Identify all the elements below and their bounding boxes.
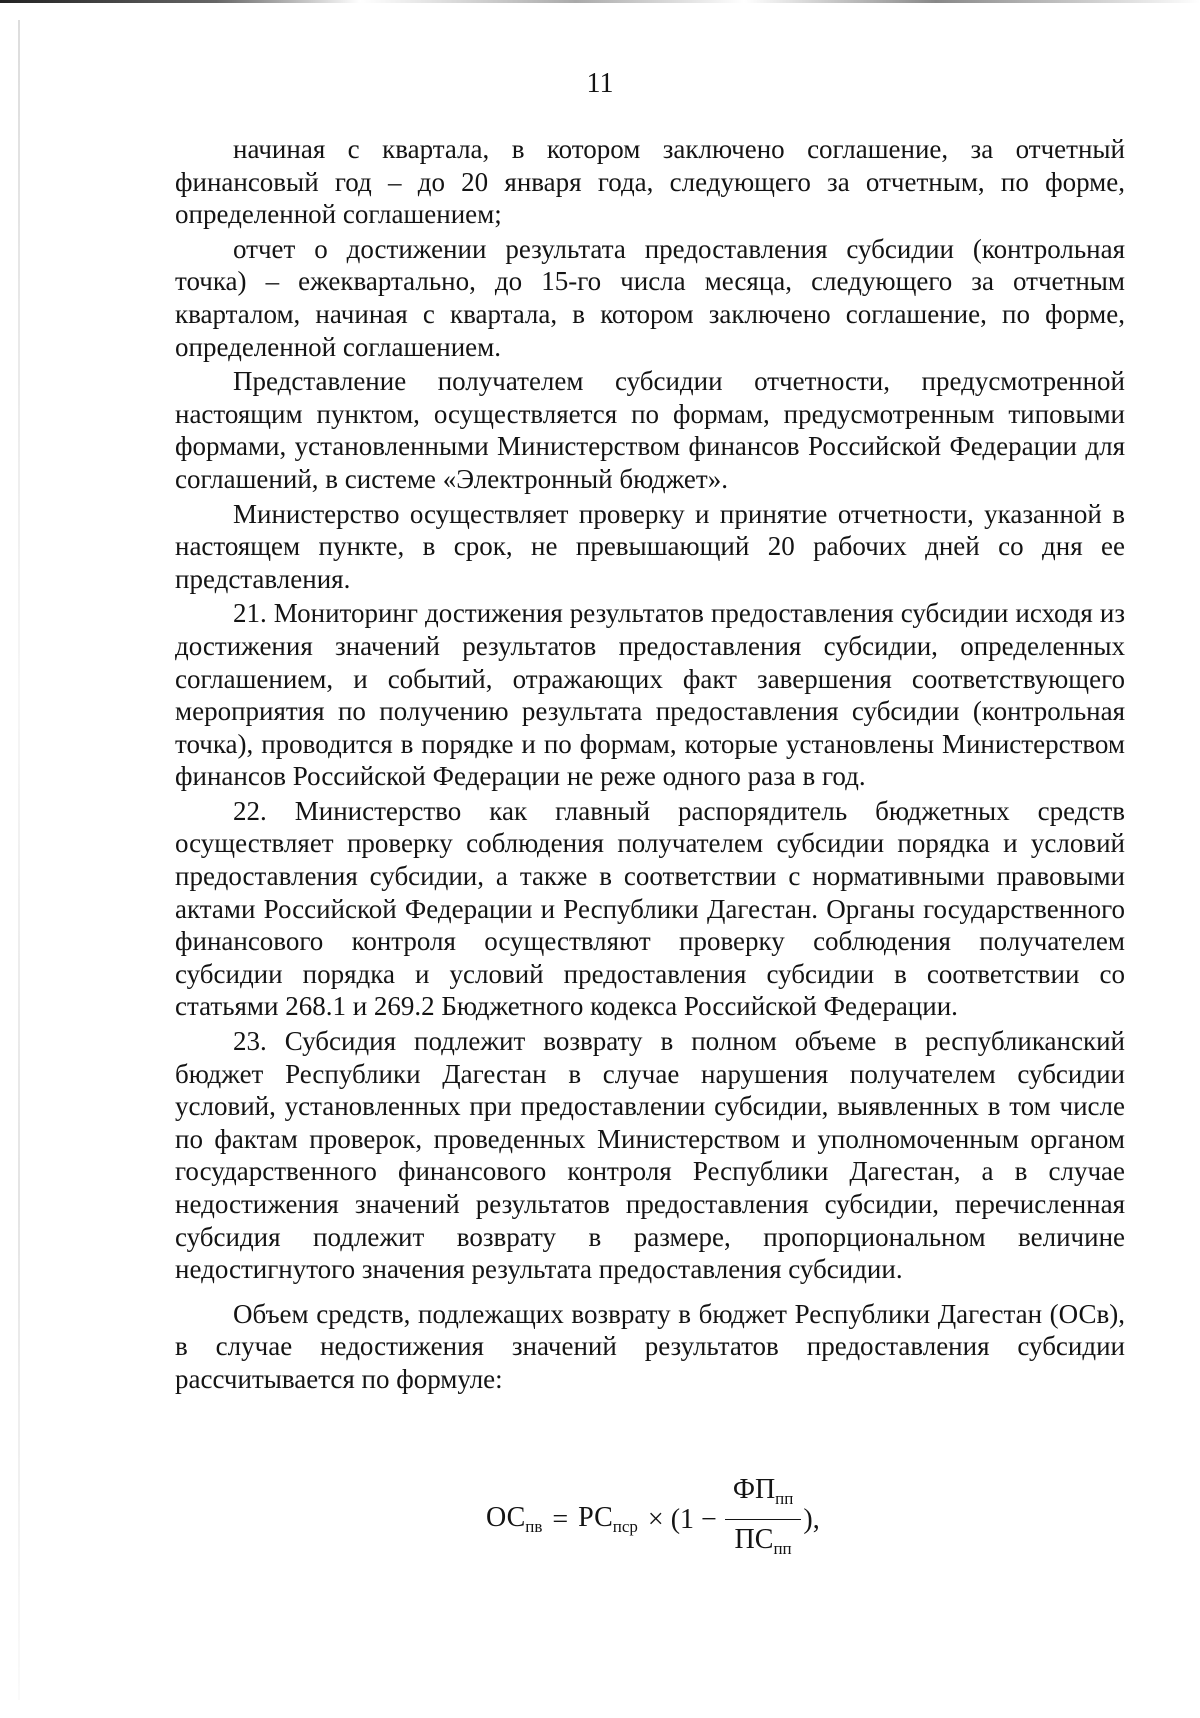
formula-lhs: $ОС_{пв}$ [486,1502,543,1536]
paragraph-report-review: Министерство осуществляет проверку и принятие отчетности, указанной в настоящем пункте, в срок, не превышающий 20 рабочих дней со дня ее представления. [175,498,1125,594]
paragraph-21-monitoring: 21. Мониторинг достижения результатов предоставления субсидии исходя из достижения значений результатов предоставления субсидии, определенных соглашением, и событий, отражающих факт завершения соответствующего мероприятия по получению результата предоставления субсидии (контрольная точка), проводится в порядке и по формам, которые установлены Министерством финансов Российской Федерации не реже одного раза в год. [175,598,1125,792]
document-body [175,133,1125,1396]
paragraph-report-forms: Представление получателем субсидии отчетности, предусмотренной настоящим пунктом, осуществляется по формам, предусмотренным типовыми формами, установленными Министерством финансов Российской Федерации для соглашений, в системе «Электронный бюджет». [175,366,1125,494]
paragraph-reporting-deadline: начиная с квартала, в котором заключено соглашение, за отчетный финансовый год – до 20 января года, следующего за отчетным, по форме, определенной соглашением; [175,134,1125,230]
scan-edge-top [0,0,1200,3]
formula-denominator: $ПС_{пп}$ [734,1524,792,1558]
paragraph-refund-volume: Объем средств, подлежащих возврату в бюджет Республики Дагестан (ОСв), в случае недостижения значений результатов предоставления субсидии рассчитывается по формуле: [175,1298,1125,1394]
formula-close: ), [803,1503,820,1535]
paragraph-control-point-report: отчет о достижении результата предоставления субсидии (контрольная точка) – ежеквартально, до 15-го числа месяца, следующего за отчетным кварталом, начиная с квартала, в котором заключено соглашение, по форме, определенной соглашением. [175,233,1125,362]
refund-formula [486,1473,820,1566]
formula-times-open: × (1 − [647,1503,717,1535]
paragraph-23-refund: 23. Субсидия подлежит возврату в полном объеме в республиканский бюджет Республики Дагестан в случае нарушения получателем субсидии условий, установленных при предоставлении субсидии, выявленных в том числе по фактам проверок, проведенных Министерством и уполномоченным органом государственного финансового контроля Республики Дагестан, а в случае недостижения значений результатов предоставления субсидии, перечисленная субсидия подлежит возврату в размере, пропорциональном величине недостигнутого значения результата предоставления субсидии. [175,1026,1125,1285]
formula-rc: $РС_{пср}$ [578,1502,638,1536]
scan-edge-left [18,20,20,1700]
paragraph-22-control: 22. Министерство как главный распорядитель бюджетных средств осуществляет проверку соблюдения получателем субсидии порядка и условий предоставления субсидии, а также в соответствии с нормативными правовыми актами Российской Федерации и Республики Дагестан. Органы государственного финансового контроля осуществляют проверку соблюдения получателем субсидии порядка и условий предоставления субсидии в соответствии со статьями 268.1 и 269.2 Бюджетного кодекса Российской Федерации. [175,795,1125,1022]
formula-numerator: $ФП_{пп}$ [725,1473,802,1520]
formula-equals: = [552,1503,569,1535]
formula-fraction [725,1473,802,1566]
page-number: 11 [586,68,614,99]
